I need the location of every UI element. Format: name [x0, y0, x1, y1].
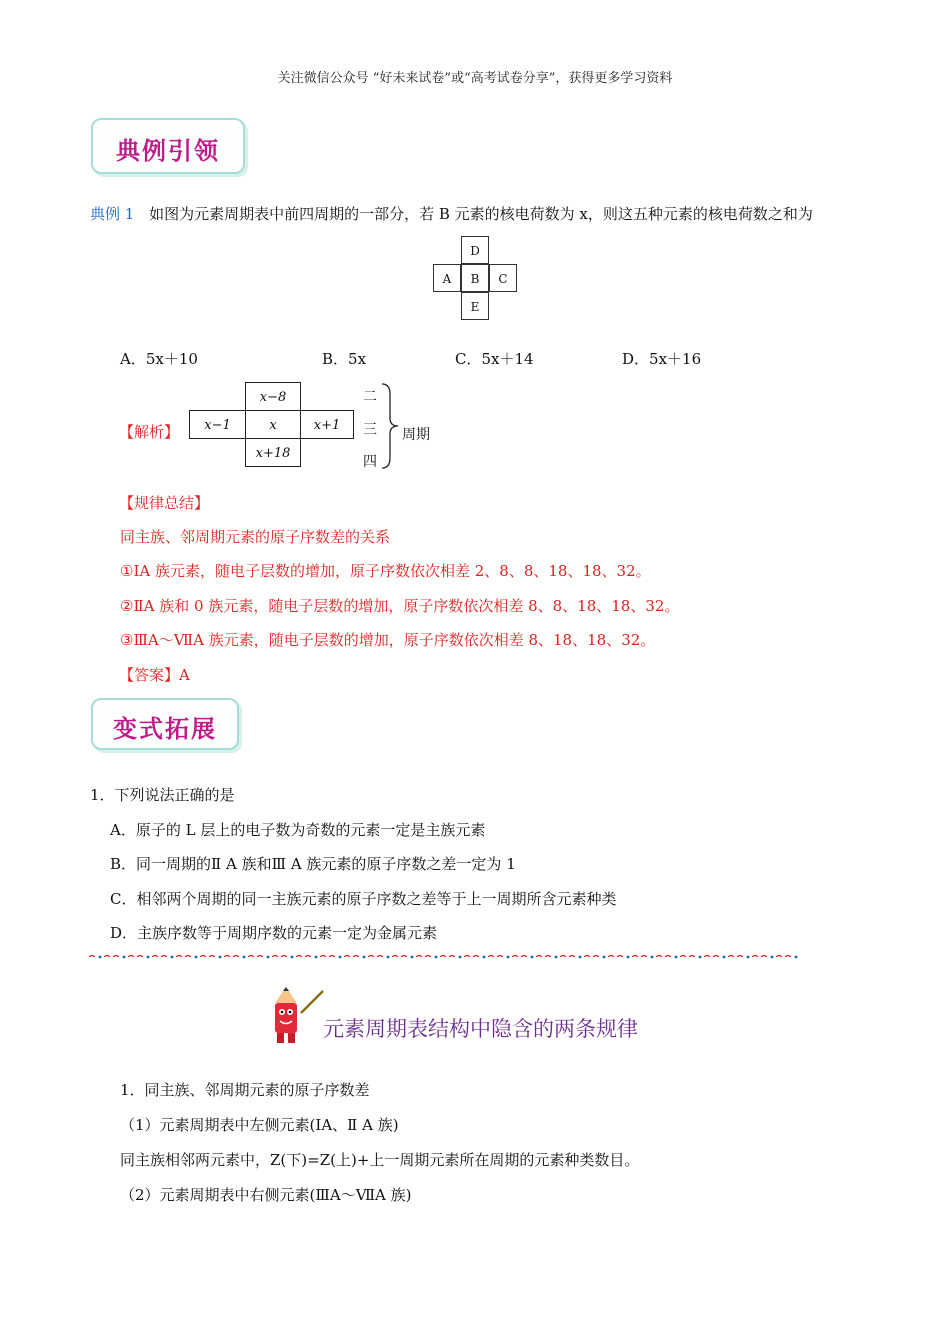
analysis-cell-right: x+1: [300, 410, 354, 439]
grid-cell-d: D: [461, 236, 489, 264]
option-c: C．5x＋14: [455, 350, 534, 368]
period-4: 四: [363, 454, 377, 470]
analysis-cell-top: x−8: [245, 382, 301, 411]
curly-brace: [378, 382, 402, 470]
option-a: A．5x＋10: [120, 350, 198, 368]
analysis-cell-left: x−1: [189, 410, 246, 439]
section-title: 典例引领: [116, 137, 220, 165]
answer: 【答案】A: [119, 666, 190, 684]
exercise-question: 1．下列说法正确的是: [90, 786, 235, 804]
exercise-option-c: C．相邻两个周期的同一主族元素的原子序数之差等于上一周期所含元素种类: [110, 890, 617, 908]
example-label: 典例 1: [90, 205, 135, 223]
exercise-option-b: B．同一周期的Ⅱ A 族和Ⅲ A 族元素的原子序数之差一定为 1: [110, 855, 516, 873]
summary-line-3: ②ⅡA 族和 0 族元素，随电子层数的增加，原子序数依次相差 8、8、18、18、32。: [120, 597, 680, 615]
grid-cell-c: C: [489, 264, 517, 292]
period-label: 周期: [402, 427, 430, 443]
rules-line-1: 1．同主族、邻周期元素的原子序数差: [120, 1081, 370, 1099]
period-2: 二: [363, 389, 377, 405]
summary-line-1: 同主族、邻周期元素的原子序数差的关系: [120, 528, 391, 546]
rules-line-2: （1）元素周期表中左侧元素(ⅠA、Ⅱ A 族): [120, 1116, 399, 1134]
section-title: 变式拓展: [113, 715, 217, 743]
summary-line-4: ③ⅢA～ⅦA 族元素，随电子层数的增加，原子序数依次相差 8、18、18、32。: [120, 631, 656, 649]
period-3: 三: [363, 422, 377, 438]
option-b: B．5x: [322, 350, 367, 368]
page-header: 关注微信公众号 “好未来试卷”或“高考试卷分享”，获得更多学习资料: [277, 71, 673, 86]
analysis-cell-bottom: x+18: [245, 438, 301, 467]
decorative-divider: [88, 950, 798, 964]
rules-line-4: （2）元素周期表中右侧元素(ⅢA～ⅦA 族): [120, 1186, 412, 1204]
rules-title: 元素周期表结构中隐含的两条规律: [323, 1017, 638, 1041]
grid-cell-a: A: [433, 264, 461, 292]
option-d: D．5x＋16: [622, 350, 702, 368]
example-question-line: [90, 203, 813, 224]
exercise-option-a: A．原子的 L 层上的电子数为奇数的元素一定是主族元素: [110, 821, 486, 839]
summary-line-2: ①ⅠA 族元素，随电子层数的增加，原子序数依次相差 2、8、8、18、18、32。: [120, 562, 651, 580]
pencil-mascot-icon: [265, 985, 327, 1047]
example-question: 如图为元素周期表中前四周期的一部分，若 B 元素的核电荷数为 x，则这五种元素的核电荷数之和为: [149, 205, 813, 223]
grid-cell-e: E: [461, 292, 489, 320]
analysis-cell-center: x: [245, 410, 301, 439]
exercise-option-d: D．主族序数等于周期序数的元素一定为金属元素: [110, 924, 438, 942]
summary-label: 【规律总结】: [119, 494, 210, 512]
analysis-label: 【解析】: [119, 423, 180, 441]
rules-line-3: 同主族相邻两元素中，Z(下)=Z(上)+上一周期元素所在周期的元素种类数目。: [120, 1151, 640, 1169]
section-title-box: [91, 698, 239, 750]
section-title-box: [91, 118, 245, 174]
grid-cell-b: B: [461, 264, 489, 292]
